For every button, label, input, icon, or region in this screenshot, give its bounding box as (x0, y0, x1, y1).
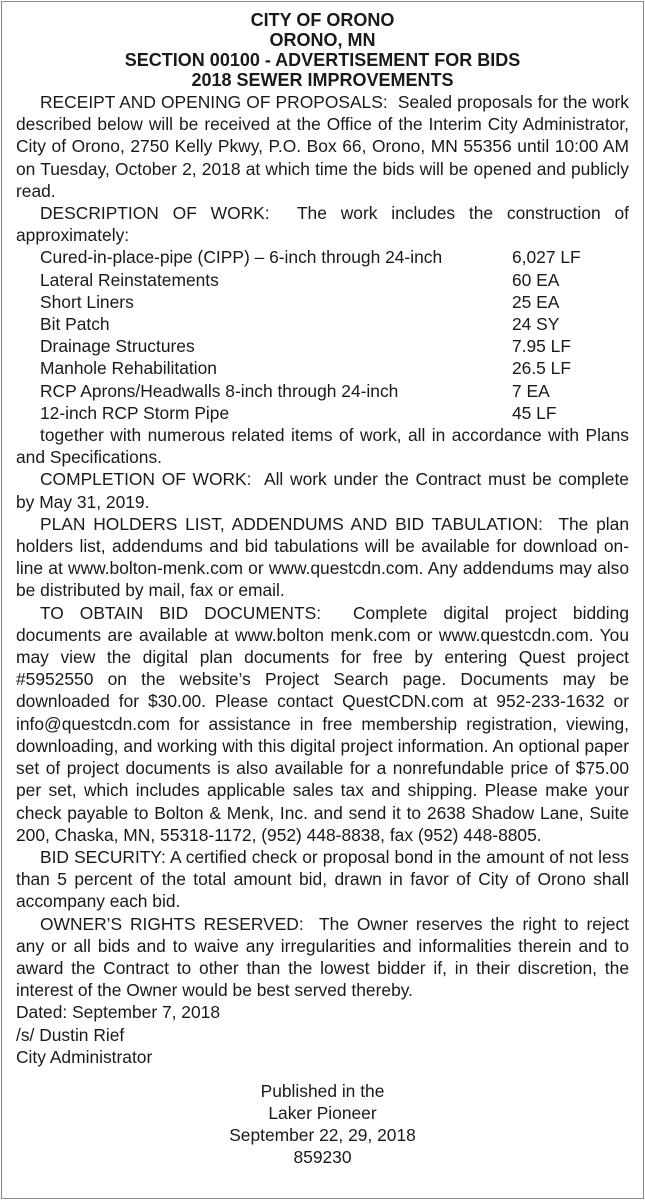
dated-line: Dated: September 7, 2018 (16, 1002, 220, 1023)
work-item-quantity: 24 SY (512, 314, 560, 335)
published-in-line: Published in the (260, 1080, 385, 1101)
work-item-description: Short Liners (40, 291, 134, 312)
planholders-label: PLAN HOLDERS LIST, ADDENDUMS AND BID TABULATION: (40, 513, 544, 534)
obtain-documents-text: Complete digital project bidding documents are available at www.bolton menk.com or www.questcdn.com. You may view the digital plan documents for free by entering Quest project #5952550 on the website’s Project Search page. Documents may be downloaded for $30.00. Please contact QuestCDN.com at 952-233-1632 or info@questcdn.com for assistance in free membership registration, viewing, downloading, and working with this digital project information. An optional paper set of project documents is also available for a nonrefundable price of $75.00 per set, which includes applicable sales tax and shipping. Please make your check payable to Bolton & Menk, Inc. and send it to 2638 Shadow Lane, Suite 200, Chaska, MN, 55318-1172, (952) 448-8838, fax (952) 448-8805. (16, 602, 629, 845)
publication-name: Laker Pioneer (268, 1102, 377, 1123)
description-closing: together with numerous related items of work, all in accordance with Plans and Specifications. (16, 425, 629, 468)
receipt-text: Sealed proposals for the work described below will be received at the Office of the Interim City Administrator, City of Orono, 2750 Kelly Pkwy, P.O. Box 66, Orono, MN 55356 until 10:00 AM on Tuesday, October 2, 2018 at which time the bids will be opened and publicly read. (16, 92, 630, 201)
bid-security-label: BID SECURITY: (40, 846, 166, 867)
work-item-quantity: 7 EA (512, 380, 550, 401)
work-item-quantity: 25 EA (512, 291, 560, 312)
work-item-description: Cured-in-place-pipe (CIPP) – 6-inch through 24-inch (40, 247, 443, 268)
work-item-quantity: 26.5 LF (512, 358, 571, 379)
work-item (40, 357, 629, 379)
work-item-quantity: 45 LF (512, 402, 557, 423)
work-item-description: Drainage Structures (40, 336, 195, 357)
notice-header (16, 10, 629, 90)
header-location: ORONO, MN (269, 30, 376, 50)
work-item-quantity: 6,027 LF (512, 247, 581, 268)
work-item-description: RCP Aprons/Headwalls 8-inch through 24-inch (40, 380, 399, 401)
work-item-quantity: 7.95 LF (512, 336, 571, 357)
bid-security-paragraph (16, 846, 629, 913)
completion-label: COMPLETION OF WORK: (40, 469, 252, 490)
work-item (40, 313, 629, 335)
work-item (40, 380, 629, 402)
obtain-documents-label: TO OBTAIN BID DOCUMENTS: (40, 602, 322, 623)
bid-security-text: A certified check or proposal bond in the amount of not less than 5 percent of the total amount bid, drawn in favor of City of Orono shall accompany each bid. (16, 846, 630, 912)
receipt-paragraph (16, 91, 629, 202)
header-project: 2018 SEWER IMPROVEMENTS (191, 70, 454, 90)
work-item (40, 335, 629, 357)
publication-id: 859230 (293, 1146, 352, 1167)
work-item-description: Manhole Rehabilitation (40, 358, 217, 379)
work-item-description: 12-inch RCP Storm Pipe (40, 402, 230, 423)
obtain-documents-paragraph (16, 602, 629, 846)
description-label: DESCRIPTION OF WORK: (40, 203, 270, 224)
work-item-quantity: 60 EA (512, 269, 560, 290)
work-item (40, 291, 629, 313)
description-paragraph (16, 202, 629, 246)
work-item (40, 402, 629, 424)
publication-footer (16, 1080, 629, 1168)
work-item (40, 246, 629, 268)
planholders-paragraph (16, 513, 629, 602)
header-section: SECTION 00100 - ADVERTISEMENT FOR BIDS (124, 50, 521, 70)
receipt-label: RECEIPT AND OPENING OF PROPOSALS: (40, 92, 388, 112)
header-city: CITY OF ORONO (250, 10, 395, 30)
work-item-description: Bit Patch (40, 314, 110, 335)
completion-paragraph (16, 468, 629, 512)
description-text: The work includes the construction of approximately: (16, 203, 630, 246)
publication-dates: September 22, 29, 2018 (229, 1124, 416, 1145)
owner-rights-text: The Owner reserves the right to reject any or all bids and to waive any irregularities and informalities therein and to award the Contract to other than the lowest bidder if, in their discretion, the interest of the Owner would be best served thereby. (16, 913, 629, 1001)
signature-block (16, 1001, 629, 1068)
legal-notice (1, 1, 644, 1199)
work-items-list (40, 246, 629, 424)
completion-text: All work under the Contract must be complete by May 31, 2019. (16, 469, 629, 512)
planholders-text: The plan holders list, addendums and bid tabulations will be available for download on-line at www.bolton-menk.com or www.questcdn.com. Any addendums may also be distributed by mail, fax or email. (16, 513, 629, 601)
work-item (40, 269, 629, 291)
signer-title: City Administrator (16, 1046, 153, 1067)
signed-line: /s/ Dustin Rief (16, 1024, 125, 1045)
owner-rights-paragraph (16, 913, 629, 1002)
owner-rights-label: OWNER’S RIGHTS RESERVED: (40, 913, 304, 934)
work-item-description: Lateral Reinstatements (40, 269, 219, 290)
